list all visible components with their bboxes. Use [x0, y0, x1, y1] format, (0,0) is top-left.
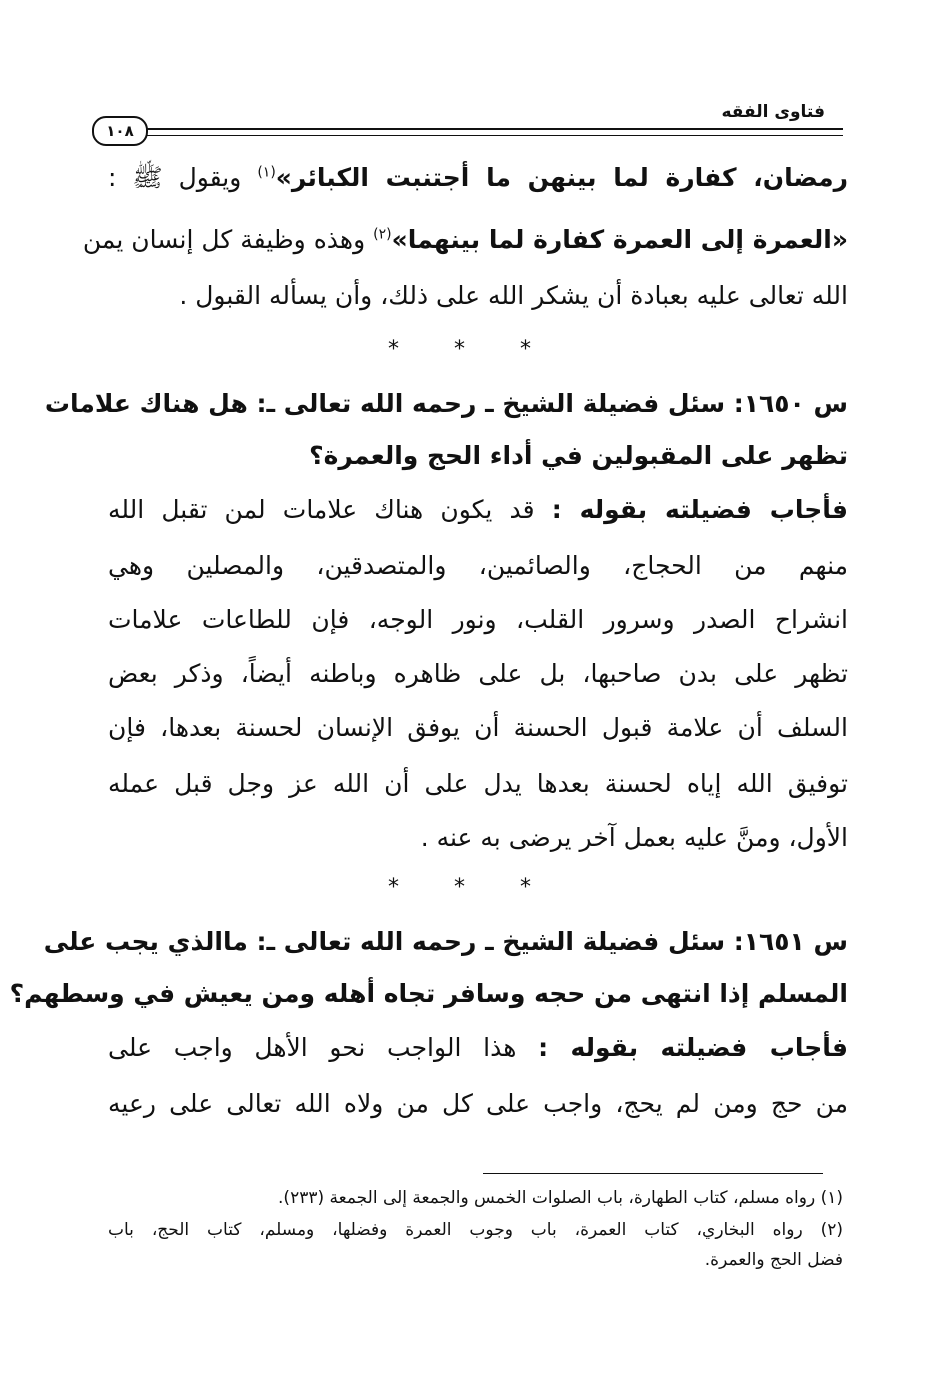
answer-lead: فأجاب فضيلته بقوله : — [538, 1033, 848, 1062]
running-header-title: فتاوى الفقه — [721, 102, 825, 122]
answer-1650-line-2: منهم من الحجاج، والصائمين، والمتصدقين، والمصلين وهي — [108, 551, 848, 580]
answer-1650-line-4: تظهر على بدن صاحبها، بل على ظاهره وباطنه أيضاً، وذكر بعض — [108, 659, 848, 688]
answer-1650-line-7: الأول، ومنَّ عليه بعمل آخر يرضى به عنه . — [420, 823, 848, 852]
footnote-ref-1: (١) — [257, 164, 276, 181]
hadith-quote: «العمرة إلى العمرة كفارة لما بينهما» — [391, 225, 848, 254]
header-rule — [125, 128, 843, 136]
footnote-1: (١) رواه مسلم، كتاب الطهارة، باب الصلوات الخمس والجمعة إلى الجمعة (٢٣٣). — [278, 1188, 843, 1208]
question-1651-line-1: س ١٦٥١: سئل فضيلة الشيخ ـ رحمه الله تعالى ـ: ماالذي يجب على — [43, 927, 848, 956]
text-span: وهذه وظيفة كل إنسان يمن — [82, 225, 374, 254]
answer-1650-line-6: توفيق الله إياه لحسنة بعدها يدل على أن الله عز وجل قبل عمله — [108, 769, 848, 798]
footnote-2: (٢) رواه البخاري، كتاب العمرة، باب وجوب العمرة وفضلها، ومسلم، كتاب الحج، باب — [108, 1220, 843, 1240]
footnote-rule — [483, 1173, 823, 1174]
hadith-quote: رمضان، كفارة لما بينهن ما أجتنبت الكبائر» — [275, 163, 848, 192]
question-1651-line-2: المسلم إذا انتهى من حجه وسافر تجاه أهله ومن يعيش في وسطهم؟ — [9, 979, 848, 1008]
page-number-badge: ١٠٨ — [92, 116, 148, 146]
answer-1650-line-3: انشراح الصدر وسرور القلب، ونور الوجه، فإن للطاعات علامات — [108, 605, 848, 634]
answer-1651-line-2: من حج ومن لم يحج، واجب على كل من ولاه الله تعالى على رعيه — [108, 1089, 848, 1118]
answer-lead: فأجاب فضيلته بقوله : — [551, 495, 848, 524]
text-line-2 — [82, 222, 848, 258]
answer-1651-line-1 — [108, 1030, 848, 1066]
text-line-1 — [108, 160, 848, 196]
question-1650-line-2: تظهر على المقبولين في أداء الحج والعمرة؟ — [309, 441, 848, 470]
text-span: قد يكون هناك علامات لمن تقبل الله — [108, 495, 552, 524]
section-separator: * * * — [388, 337, 555, 362]
text-span: ويقول ﷺ : — [108, 163, 258, 192]
section-separator: * * * — [388, 875, 555, 900]
answer-1650-line-5: السلف أن علامة قبول الحسنة أن يوفق الإنسان لحسنة بعدها، فإن — [108, 713, 848, 742]
text-line-3: الله تعالى عليه بعبادة أن يشكر الله على ذلك، وأن يسأله القبول . — [179, 281, 848, 310]
text-span: هذا الواجب نحو الأهل واجب على — [108, 1033, 539, 1062]
question-1650-line-1: س ١٦٥٠: سئل فضيلة الشيخ ـ رحمه الله تعالى ـ: هل هناك علامات — [44, 389, 848, 418]
footnote-ref-2: (٢) — [373, 226, 392, 243]
footnote-2-continued: فضل الحج والعمرة. — [704, 1250, 843, 1270]
answer-1650-line-1 — [108, 492, 848, 528]
